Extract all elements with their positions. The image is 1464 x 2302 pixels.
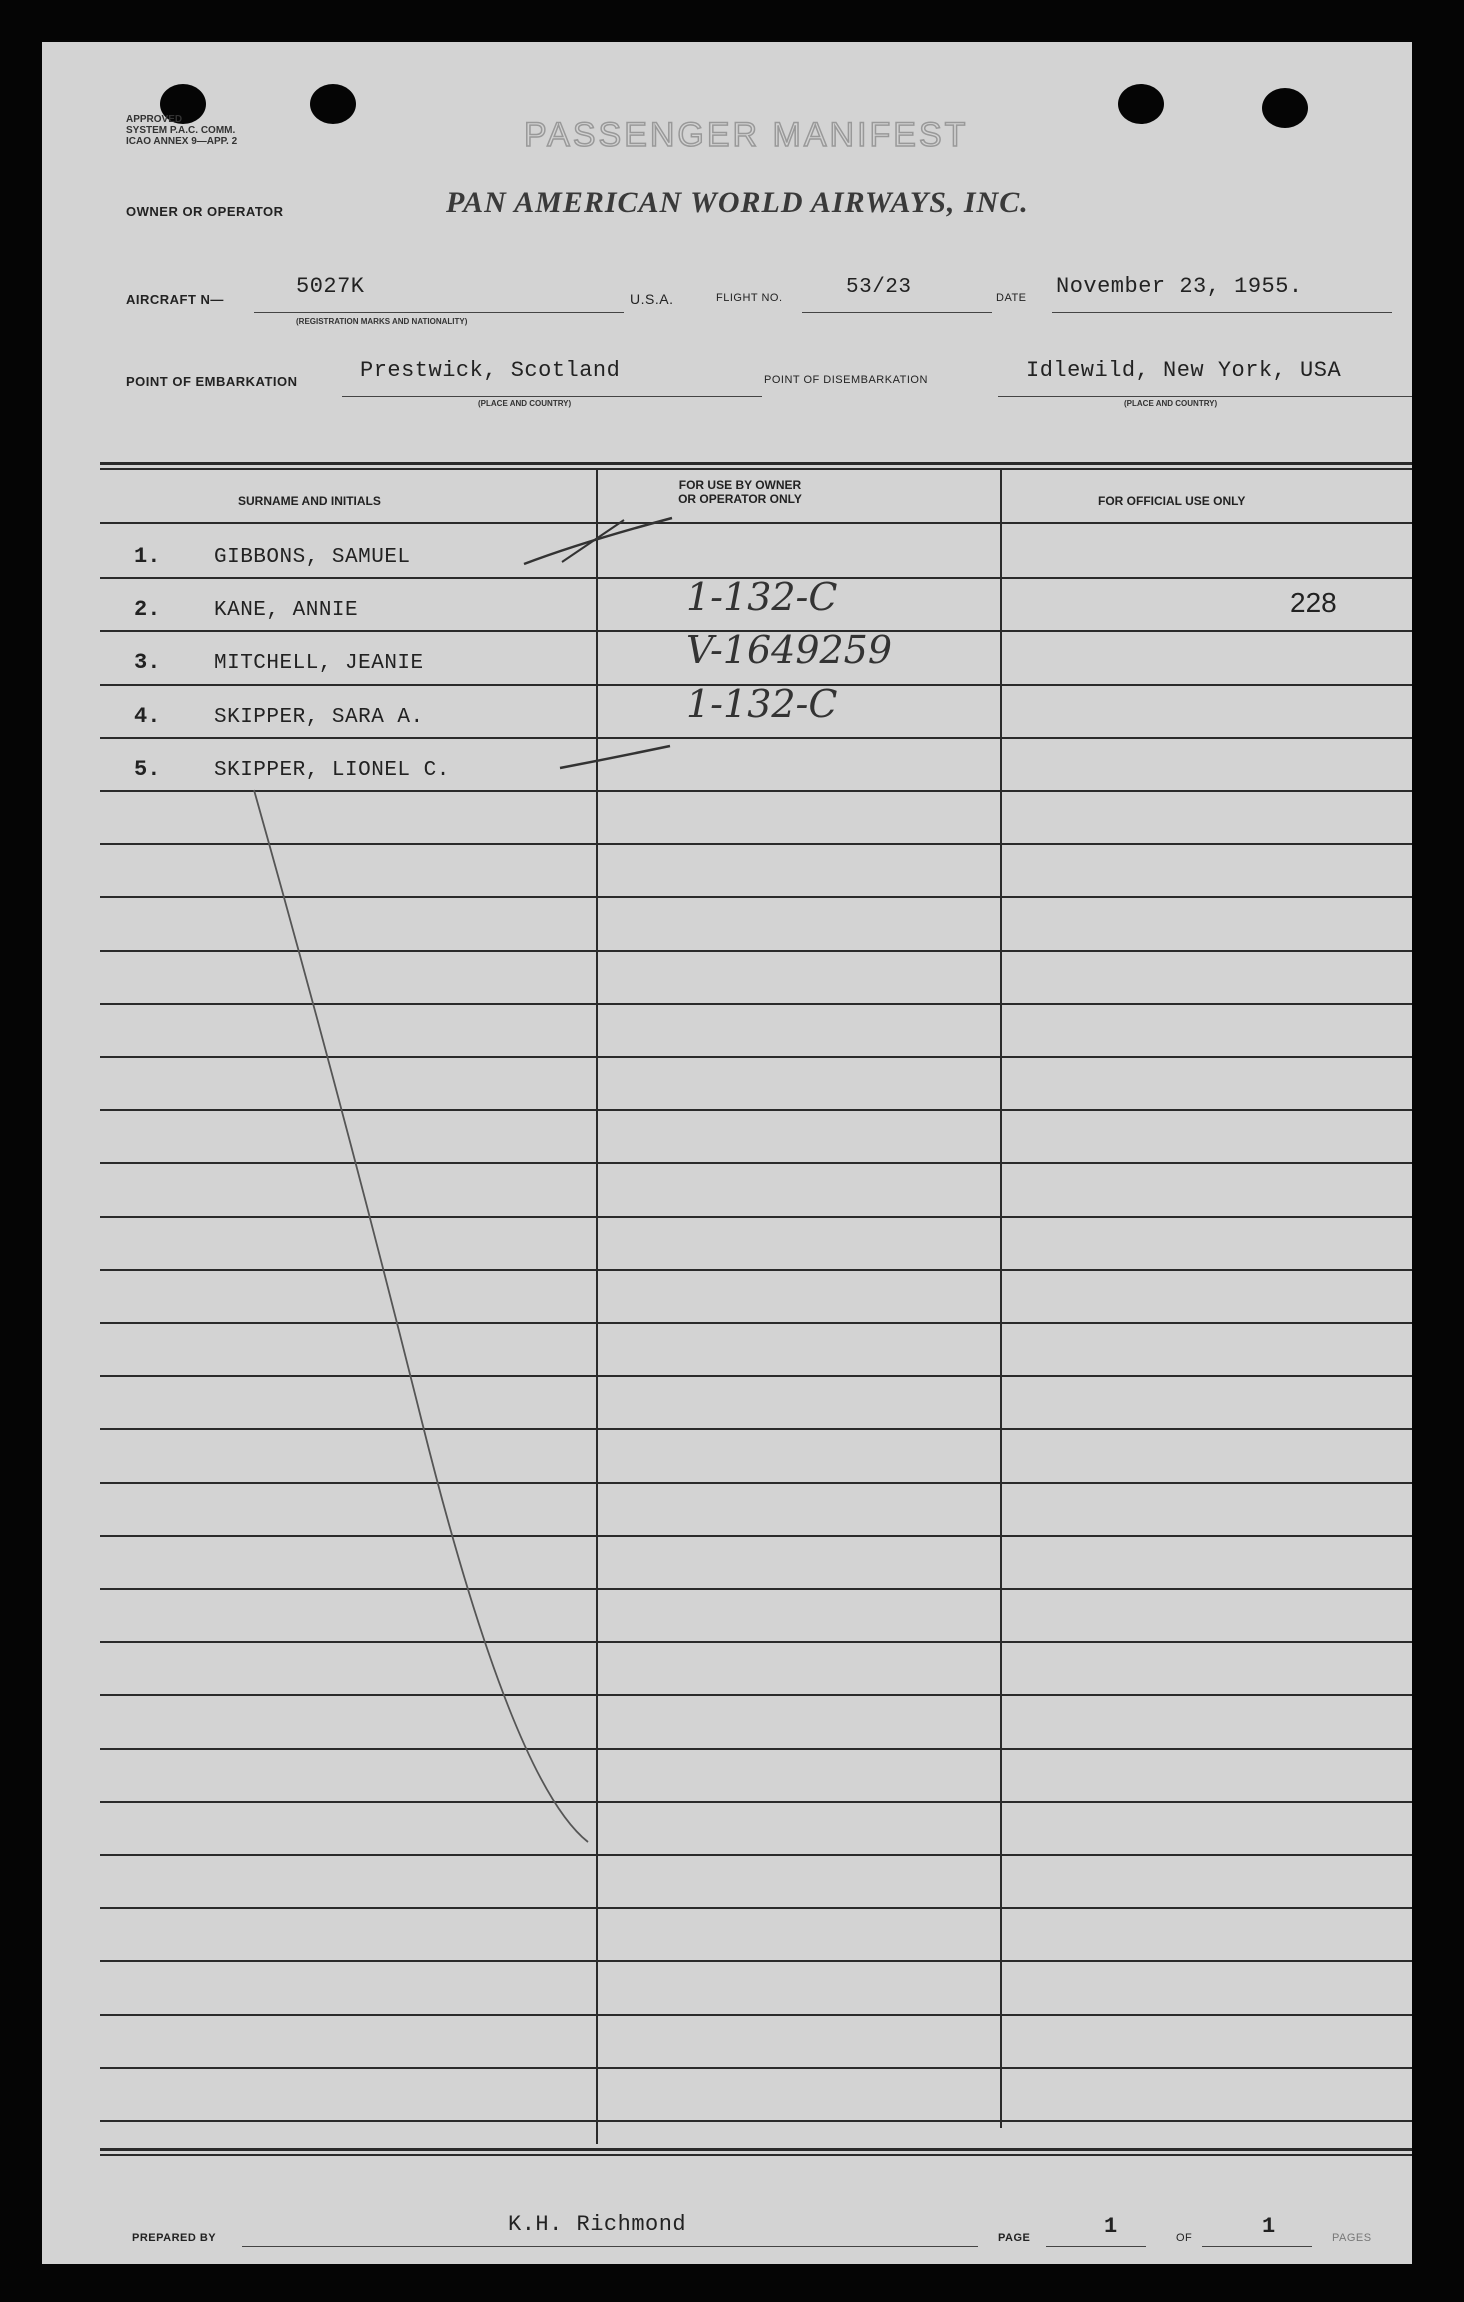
prepared-by-value: K.H. Richmond <box>508 2212 687 2237</box>
passenger-name: KANE, ANNIE <box>214 599 359 622</box>
date-label: DATE <box>996 292 1027 304</box>
aircraft-nationality: U.S.A. <box>630 291 674 307</box>
embarkation-label: POINT OF EMBARKATION <box>126 374 298 389</box>
owner-value: PAN AMERICAN WORLD AIRWAYS, INC. <box>446 186 1029 219</box>
passenger-name: SKIPPER, SARA A. <box>214 706 424 729</box>
approval-line: APPROVED <box>126 114 183 125</box>
column-header-official: FOR OFFICIAL USE ONLY <box>1098 494 1246 508</box>
dash-stroke <box>560 746 670 768</box>
official-note: 228 <box>1290 587 1337 618</box>
of-value: 1 <box>1262 2214 1276 2239</box>
page-label: PAGE <box>998 2232 1031 2244</box>
passenger-number: 3. <box>134 650 161 675</box>
document-title: PASSENGER MANIFEST <box>524 116 969 154</box>
disembarkation-caption: (PLACE AND COUNTRY) <box>1124 399 1218 408</box>
page-underline <box>1046 2246 1146 2247</box>
of-underline <box>1202 2246 1312 2247</box>
passenger-number: 4. <box>134 704 161 729</box>
table-bottom-rule <box>100 2148 1412 2151</box>
page-value: 1 <box>1104 2214 1118 2239</box>
check-stroke <box>562 520 624 562</box>
prepared-by-label: PREPARED BY <box>132 2232 217 2244</box>
passenger-number: 1. <box>134 544 161 569</box>
column-header-operator-line: FOR USE BY OWNER <box>678 478 802 492</box>
flight-value: 53/23 <box>846 276 912 299</box>
operator-note: 1-132-C <box>686 682 838 726</box>
column-header-surname: SURNAME AND INITIALS <box>238 494 381 508</box>
approval-line: SYSTEM P.A.C. COMM. <box>126 125 236 136</box>
approval-line: ICAO ANNEX 9—APP. 2 <box>126 136 238 147</box>
passenger-name: MITCHELL, JEANIE <box>214 652 424 675</box>
passenger-number: 5. <box>134 757 161 782</box>
disembarkation-value: Idlewild, New York, USA <box>1026 358 1342 383</box>
operator-note: 1-132-C <box>686 575 838 619</box>
column-header-operator-line: OR OPERATOR ONLY <box>678 492 802 506</box>
owner-label: OWNER OR OPERATOR <box>126 204 284 219</box>
of-label: OF <box>1176 2232 1193 2244</box>
passenger-name: SKIPPER, LIONEL C. <box>214 759 450 782</box>
passenger-number: 2. <box>134 597 161 622</box>
continuation-stroke <box>254 790 588 1842</box>
date-value: November 23, 1955. <box>1056 274 1303 299</box>
flight-label: FLIGHT NO. <box>716 292 783 304</box>
operator-note: V-1649259 <box>686 628 893 672</box>
table-bottom-rule <box>100 2154 1412 2156</box>
manifest-sheet <box>42 42 1412 2264</box>
aircraft-value: 5027K <box>296 274 365 299</box>
aircraft-label: AIRCRAFT N— <box>126 292 224 307</box>
embarkation-value: Prestwick, Scotland <box>360 358 621 383</box>
handwritten-marks <box>42 42 1412 2264</box>
prepared-by-underline <box>242 2246 978 2247</box>
passenger-name: GIBBONS, SAMUEL <box>214 546 411 569</box>
embarkation-caption: (PLACE AND COUNTRY) <box>478 399 572 408</box>
aircraft-caption: (REGISTRATION MARKS AND NATIONALITY) <box>296 317 468 326</box>
check-stroke <box>524 518 672 564</box>
pages-label: PAGES <box>1332 2232 1372 2244</box>
disembarkation-label: POINT OF DISEMBARKATION <box>764 374 928 386</box>
